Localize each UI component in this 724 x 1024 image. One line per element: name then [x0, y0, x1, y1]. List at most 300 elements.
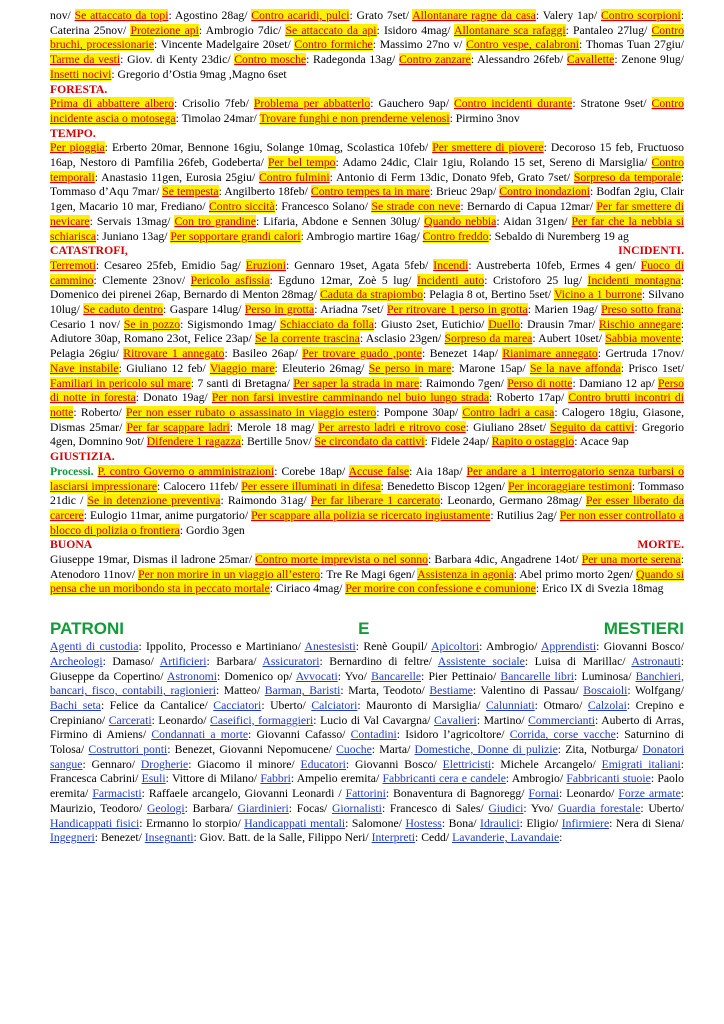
highlighted-intention: Contro inondazioni — [499, 185, 591, 199]
saint-text: : Stratone 9set/ — [572, 97, 652, 111]
profession-link[interactable]: Costruttori ponti — [88, 743, 168, 757]
profession-link[interactable]: Educatori — [300, 757, 346, 771]
giustizia-text-block — [50, 465, 684, 539]
saint-text: : Damaso/ — [102, 654, 160, 668]
saint-text: : Giov. di Kenty 23dic/ — [120, 53, 235, 67]
profession-link[interactable]: Bancarelle libri — [500, 669, 575, 683]
highlighted-intention: Contro fulmini — [258, 170, 330, 184]
highlighted-intention: Familiari in pericolo sul mare — [50, 376, 191, 390]
highlighted-intention: Eruzioni — [245, 258, 287, 272]
profession-link[interactable]: Domestiche, Donne di pulizie — [414, 743, 558, 757]
saint-text: : Domenico op/ — [217, 669, 296, 683]
saint-text: : Ambrogio/ — [505, 772, 567, 786]
highlighted-intention: Se in detenzione preventiva — [87, 494, 221, 508]
saint-text: : Brieuc 29ap/ — [429, 185, 500, 199]
profession-link[interactable]: Barman, Baristi — [264, 684, 341, 698]
intro-paragraph — [50, 9, 684, 83]
patroni-title-word-1: PATRONI — [50, 619, 124, 639]
profession-link[interactable]: Assicuratori — [262, 654, 320, 668]
buona-morte-text — [50, 553, 684, 597]
saint-text: : Crisolio 7feb/ — [173, 97, 254, 111]
catastrofi-heading-right: INCIDENTI. — [618, 244, 684, 258]
profession-link[interactable]: Elettricisti — [442, 757, 492, 771]
highlighted-intention: Per arresto ladri e ritrovo cose — [318, 420, 466, 434]
saint-text: : Merole 18 mag/ — [229, 420, 319, 434]
saint-text: : Austreberta 10feb, Ermes 4 gen/ — [468, 258, 641, 272]
saint-text: : Ippolito, Processo e Martiniano/ — [138, 640, 305, 654]
profession-link[interactable]: Emigrati italiani — [601, 757, 681, 771]
highlighted-intention: Pericolo asfissia — [190, 273, 270, 287]
profession-link[interactable]: Astronomi — [167, 669, 218, 683]
saint-text: : Lifaria, Abdone e Sennen 30lug/ — [255, 214, 425, 228]
highlighted-intention: Accuse false — [348, 464, 410, 478]
saint-text: : Valentino di Passau/ — [472, 684, 584, 698]
profession-link[interactable]: Handicappati fisici — [50, 816, 140, 830]
saint-text: : Francesco di Sales/ — [381, 801, 489, 815]
saint-text: : Raffaele arcangelo, Giovanni Leonardi / — [141, 787, 346, 801]
saint-text: : Ambrogio martire 16ag/ — [300, 229, 423, 243]
profession-link[interactable]: Agenti di custodia — [50, 640, 139, 654]
highlighted-intention: Allontanare sca rafaggi — [454, 23, 566, 37]
saint-text: : Pelagia 26giu/ — [50, 332, 684, 361]
saint-text: : Wolfgang/ — [627, 684, 685, 698]
saint-text: : Cristoforo 25 lug/ — [484, 273, 588, 287]
highlighted-intention: Insetti nocivi — [50, 67, 112, 81]
saint-text: : Vittore di Milano/ — [165, 772, 261, 786]
saint-text: : Tommaso 21dic / — [50, 479, 684, 508]
profession-link[interactable]: Cavalieri — [433, 713, 477, 727]
saint-text: : Cedd/ — [415, 831, 453, 845]
highlighted-intention: Se attaccato da api — [285, 23, 377, 37]
saint-text: : Giacomo il minore/ — [188, 757, 301, 771]
highlighted-intention: Perso di notte in foresta — [50, 376, 685, 405]
saint-text: : Giovanni Bosco/ — [596, 640, 685, 654]
saint-text: : Sigismondo 1mag/ — [180, 317, 280, 331]
profession-link[interactable]: Condannati a morte — [151, 728, 249, 742]
highlighted-intention: Contro temporali — [50, 156, 684, 184]
saint-text: : Benezet/ — [94, 831, 145, 845]
saint-text: : Radegonda 13ag/ — [306, 53, 399, 67]
saint-text: : Crepino e Crepiniano/ — [50, 698, 685, 727]
highlighted-intention: Vicino a 1 burrone — [554, 288, 642, 302]
profession-link[interactable]: Fabbri — [260, 772, 291, 786]
highlighted-intention: Per far che la nebbia si schiarisca — [50, 214, 684, 243]
profession-link[interactable]: Calzolai — [587, 698, 627, 712]
saint-text: : Anastasio 11gen, Eurosia 25giu/ — [94, 170, 259, 184]
highlighted-intention: Duello — [488, 317, 521, 331]
highlighted-intention: Contro ladri a casa — [462, 405, 555, 419]
highlighted-intention: Perso in grotta — [244, 303, 315, 317]
highlighted-intention: Terremoti — [50, 258, 96, 272]
highlighted-intention: Nave instabile — [50, 361, 119, 375]
saint-text: : Salomone/ — [345, 816, 406, 830]
saint-text: : Focas/ — [288, 801, 332, 815]
saint-text: : Zenone 9lug/ — [614, 53, 685, 67]
profession-link[interactable]: Archeologi — [50, 654, 103, 668]
saint-text: : Zita, Notburga/ — [557, 743, 643, 757]
saint-text: : Bernardo di Capua 12mar/ — [460, 200, 597, 214]
saint-text: : Pier Pettinaio/ — [421, 669, 501, 683]
saint-text: : Yvo/ — [523, 801, 558, 815]
profession-link[interactable]: Banchieri, bancari, fisco, contabili, ragionieri — [50, 669, 684, 698]
saint-text: : Vincente Madelgaire 20set/ — [153, 38, 295, 52]
saint-text: : Barbara/ — [206, 654, 263, 668]
saint-text: : Pirmino 3nov — [449, 111, 520, 125]
saint-text: : Gordio 3gen — [179, 523, 245, 537]
saint-text: : Leonardo/ — [559, 787, 619, 801]
saint-text: : Gertruda 17nov/ — [597, 347, 684, 361]
highlighted-intention: Contro acaridi, pulci — [251, 9, 350, 22]
highlighted-intention: Per scappare alla polizia se ricercato ingiustamente — [251, 508, 491, 522]
saint-text: : Ampelio eremita/ — [290, 772, 383, 786]
saint-text: : Rutilius 2ag/ — [490, 508, 560, 522]
saint-text: : Marta/ — [371, 743, 415, 757]
profession-link[interactable]: Infirmiere — [561, 816, 610, 830]
saint-text: : Yvo/ — [337, 669, 372, 683]
catastrofi-heading-left: CATASTROFI, — [50, 244, 128, 258]
saint-text: : Valery 1ap/ — [535, 9, 601, 22]
highlighted-intention: Per far scappare ladri — [126, 420, 230, 434]
saint-text: : Giuliano 12 feb/ — [118, 361, 210, 375]
saint-text: : Tommaso d’Aqu 7mar/ — [50, 170, 684, 199]
profession-link[interactable]: Lavanderie, Lavandaie — [452, 831, 560, 845]
highlighted-intention: Per non morire in un viaggio all’estero — [138, 567, 321, 581]
saint-text: : Matteo/ — [215, 684, 265, 698]
saint-text: : Marien 19ag/ — [527, 303, 602, 317]
saint-text: Giuseppe 19mar, Dismas il ladrone 25mar/ — [50, 553, 256, 567]
highlighted-intention: Per una morte serena — [581, 553, 681, 567]
highlighted-intention: Con tro grandine — [174, 214, 256, 228]
saint-text: : Drausin 7mar/ — [520, 317, 600, 331]
tempo-heading: TEMPO. — [50, 126, 96, 140]
highlighted-intention: Preso sotto frana — [601, 303, 681, 317]
highlighted-intention: Difendere 1 ragazza — [146, 435, 241, 449]
highlighted-intention: Contro bruchi, processionarie — [50, 23, 684, 52]
foresta-heading: FORESTA. — [50, 82, 108, 96]
saint-text: : Raimondo 7gen/ — [419, 376, 508, 390]
saint-text: : Pelagia 8 ot, Bertino 5set/ — [422, 288, 555, 302]
profession-link[interactable]: Apprendisti — [540, 640, 597, 654]
saint-text: : Raimondo 31ag/ — [220, 494, 311, 508]
highlighted-intention: Rapito o ostaggio — [491, 435, 575, 449]
highlighted-intention: Caduta da strapiombo — [319, 288, 423, 302]
highlighted-intention: Contro tempes ta in mare — [310, 185, 430, 199]
saint-text: : Francesca Cabrini/ — [50, 757, 684, 786]
saint-text: : Ermanno lo storpio/ — [139, 816, 245, 830]
highlighted-intention: Allontanare ragne da casa — [412, 9, 536, 22]
saint-text: : Barbara/ — [184, 801, 238, 815]
saint-text: : Bernardino di feltre/ — [319, 654, 438, 668]
highlighted-intention: Per non esser rubato o assassinato in viaggio estero — [126, 405, 377, 419]
highlighted-intention: Sorpreso da marea — [444, 332, 533, 346]
buona-heading-right: MORTE. — [637, 538, 684, 552]
highlighted-intention: Ritrovare 1 annegato — [123, 347, 225, 361]
highlighted-intention: Contro scorpioni — [600, 9, 681, 22]
saint-text: : Mauronto di Marsiglia/ — [357, 698, 486, 712]
highlighted-intention: Rischio annegare — [599, 317, 681, 331]
profession-link[interactable]: Esuli — [141, 772, 166, 786]
saint-text: : Prisco 1set/ — [620, 361, 685, 375]
highlighted-intention: Per bel tempo — [268, 156, 336, 170]
saint-text: : Leonardo, Germano 28mag/ — [440, 494, 586, 508]
saint-text: : Clemente 23nov/ — [93, 273, 191, 287]
highlighted-intention: Contro morte imprevista o nel sonno — [255, 553, 428, 567]
profession-link[interactable]: Farmacisti — [92, 787, 142, 801]
saint-text: : Gauchero 9ap/ — [370, 97, 454, 111]
profession-link[interactable]: Boscaioli — [583, 684, 628, 698]
saint-text: : Donato 19ag/ — [135, 391, 212, 405]
saint-text: : Felice da Cantalice/ — [100, 698, 214, 712]
saint-text: : Erberto 20mar, Bennone 16giu, Solange 10mag, Scolastica 10feb/ — [104, 141, 433, 155]
highlighted-intention: Se perso in mare — [368, 361, 452, 375]
saint-text: : Gregorio d’Ostia 9mag ,Magno 6set — [111, 67, 287, 81]
profession-link[interactable]: Interpreti — [371, 831, 416, 845]
saint-text: : Gennaro/ — [82, 757, 141, 771]
saint-text: : Nera di Siena/ — [609, 816, 684, 830]
profession-link[interactable]: Fabbricanti stuoie — [566, 772, 651, 786]
highlighted-intention: Sorpreso da temporale — [573, 170, 681, 184]
saint-text: : Auberto di Arras, Firmino di Amiens/ — [50, 713, 684, 742]
saint-text: : Damiano 12 ap/ — [572, 376, 659, 390]
highlighted-intention: Per esser liberato da carcere — [50, 494, 684, 522]
saint-text: : Fidele 24ap/ — [424, 435, 492, 449]
saint-text: : Renè Goupil/ — [355, 640, 432, 654]
saint-text: : Angilberto 18feb/ — [218, 185, 311, 199]
saint-text: : Lucio di Val Cavargna/ — [313, 713, 434, 727]
document-page — [50, 9, 684, 846]
highlighted-intention: Contro siccità — [208, 200, 275, 214]
highlighted-intention: Contro formiche — [294, 38, 373, 52]
profession-link[interactable]: Cacciatori — [213, 698, 262, 712]
profession-link[interactable]: Fattorini — [345, 787, 386, 801]
saint-text: : Isidoro l’agricoltore/ — [396, 728, 510, 742]
highlighted-intention: Contro vespe, calabroni — [466, 38, 579, 52]
profession-link[interactable]: Corrida, corse vacche — [509, 728, 616, 742]
highlighted-intention: Incendi — [433, 258, 469, 272]
highlighted-intention: Per far liberare 1 carcerato — [310, 494, 441, 508]
saint-text: nov/ — [50, 9, 75, 22]
profession-link[interactable]: Ingegneri — [50, 831, 95, 845]
saint-text: : Benezet 14ap/ — [421, 347, 503, 361]
saint-text: : Ambrogio 7dic/ — [198, 23, 286, 37]
profession-link[interactable]: Guardia forestale — [557, 801, 641, 815]
saint-text: : Decoroso 15 feb, Fructuoso 16ap, Nestoro di Pamfilia 26feb, Godeberta/ — [50, 141, 684, 170]
saint-text: : Ciriaco 4mag/ — [269, 582, 346, 596]
patroni-entries — [50, 640, 684, 846]
saint-text: : Michele Arcangelo/ — [491, 757, 602, 771]
saint-text: : Ambrogio/ — [479, 640, 541, 654]
profession-link[interactable]: Calunniati — [485, 698, 535, 712]
giustizia-text — [50, 465, 684, 537]
highlighted-intention: Contro incidenti durante — [453, 97, 573, 111]
highlighted-intention: Quando si pensa che un moribondo sta in peccato mortale — [50, 567, 684, 596]
saint-text: : Giuseppe da Copertino/ — [50, 654, 685, 683]
saint-text: : Corebe 18ap/ — [274, 464, 349, 478]
highlighted-intention: Se attaccato da topi — [74, 9, 169, 22]
saint-text: : Saturnino di Tolosa/ — [50, 728, 685, 757]
saint-text: : Acace 9ap — [574, 435, 629, 449]
highlighted-intention: Protezione api — [130, 23, 199, 37]
saint-text: : Francesco Solano/ — [274, 200, 372, 214]
profession-link[interactable]: Fabbricanti cera e candele — [382, 772, 506, 786]
patroni-mestieri-title — [50, 619, 684, 638]
profession-link[interactable]: Giardinieri — [237, 801, 289, 815]
highlighted-intention: Per non farsi investire camminando nel buio lungo strada — [211, 391, 490, 405]
highlighted-intention: Se tempesta — [162, 185, 219, 199]
saint-text: : Leonardo/ — [151, 713, 211, 727]
highlighted-intention: Contro brutti incontri di notte — [50, 391, 684, 419]
highlighted-intention: Se caduto dentro — [83, 303, 164, 317]
foresta-section — [50, 83, 684, 127]
saint-text: : Marone 15ap/ — [451, 361, 530, 375]
highlighted-intention: Incidenti auto — [416, 273, 485, 287]
patroni-title-word-2: E — [358, 619, 370, 639]
saint-text: : Giuliano 28set/ — [465, 420, 551, 434]
saint-text: : Servais 13mag/ — [89, 214, 175, 228]
saint-text: : Aidan 31gen/ — [496, 214, 572, 228]
profession-link[interactable]: Apicoltori — [431, 640, 480, 654]
saint-text: : Eulogio 11mar, anime purgatorio/ — [83, 508, 252, 522]
highlighted-intention: Per saper la strada in mare — [293, 376, 420, 390]
processi-label: Processi. — [50, 464, 94, 478]
saint-text: : Uberto/ — [640, 801, 685, 815]
highlighted-intention: Per trovare guado ,ponte — [302, 347, 422, 361]
highlighted-intention: Se la corrente trascina — [255, 332, 360, 346]
highlighted-intention: Rianimare annegato — [502, 347, 598, 361]
highlighted-intention: Fuoco di cammino — [50, 258, 684, 287]
saint-text: : Adiutore 30ap, Romano 23ot, Felice 23ap/ — [50, 317, 685, 346]
saint-text: : Eligio/ — [519, 816, 562, 830]
saint-text: : Giusto 2set, Eutichio/ — [373, 317, 489, 331]
saint-text: : Tre Re Magi 6gen/ — [320, 567, 418, 581]
saint-text: : Benedetto Biscop 12gen/ — [380, 479, 509, 493]
highlighted-intention: Se la nave affonda — [529, 361, 621, 375]
saint-text: : Bona/ — [441, 816, 481, 830]
saint-text: : Maurizio, Teodoro/ — [50, 787, 685, 815]
profession-link[interactable]: Fornai — [528, 787, 560, 801]
saint-text: : — [559, 831, 563, 845]
saint-text: : Barbara 4dic, Angadrene 14ot/ — [428, 553, 582, 567]
profession-link[interactable]: Caseifici, formaggieri — [210, 713, 314, 727]
saint-text: : Pompone 30ap/ — [376, 405, 463, 419]
saint-text: : Alessandro 26feb/ — [470, 53, 567, 67]
saint-text: : Martino/ — [476, 713, 529, 727]
profession-link[interactable]: Contadini — [350, 728, 397, 742]
profession-link[interactable]: Anestesisti — [304, 640, 356, 654]
profession-link[interactable]: Hostess — [405, 816, 442, 830]
profession-link[interactable]: Donatori sangue — [50, 743, 684, 771]
highlighted-intention: Trovare funghi e non prenderne velenosi — [259, 111, 450, 125]
saint-text: : Thomas Tuan 27giu/ — [578, 38, 684, 52]
highlighted-intention: Assistenza in agonia — [417, 567, 514, 581]
profession-link[interactable]: Artificieri — [159, 654, 207, 668]
profession-link[interactable]: Drogherie — [140, 757, 189, 771]
highlighted-intention: Per pioggia — [50, 141, 105, 155]
profession-link[interactable]: Avvocati — [295, 669, 338, 683]
saint-text: : Giovanni Cafasso/ — [248, 728, 351, 742]
catastrofi-heading — [50, 244, 684, 259]
profession-link[interactable]: Bestiame — [429, 684, 473, 698]
saint-text: : Bertille 5nov/ — [240, 435, 315, 449]
buona-heading-left: BUONA — [50, 538, 93, 552]
saint-text: : Luminosa/ — [574, 669, 636, 683]
saint-text: : Gennaro 19set, Agata 5feb/ — [286, 258, 434, 272]
highlighted-intention: Contro zanzare — [398, 53, 471, 67]
profession-link[interactable]: Astronauti — [631, 654, 681, 668]
saint-text: : Roberto 17ap/ — [489, 391, 569, 405]
profession-link[interactable]: Assistente sociale — [437, 654, 525, 668]
highlighted-intention: Perso di notte — [507, 376, 573, 390]
saint-text: : Eleuterio 26mag/ — [274, 361, 369, 375]
highlighted-intention: Se strade con neve — [371, 200, 461, 214]
highlighted-intention: Prima di abbattere albero — [50, 97, 174, 111]
highlighted-intention: Tarme da vesti — [50, 53, 121, 67]
saint-text: : Grato 7set/ — [349, 9, 413, 22]
profession-link[interactable]: Giudici — [488, 801, 524, 815]
profession-link[interactable]: Forze armate — [618, 787, 681, 801]
saint-text: : Aia 18ap/ — [409, 464, 467, 478]
profession-link[interactable]: Commercianti — [528, 713, 596, 727]
highlighted-intention: Problema per abbatterlo — [253, 97, 371, 111]
saint-text: : Cesario 1 nov/ — [50, 303, 685, 331]
highlighted-intention: Per essere illuminati in difesa — [241, 479, 381, 493]
profession-link[interactable]: Bachi seta — [50, 698, 101, 712]
highlighted-intention: Seguito da cattivi — [550, 420, 635, 434]
highlighted-intention: Sabbia movente — [605, 332, 681, 346]
saint-text: : Aubert 10set/ — [532, 332, 606, 346]
highlighted-intention: Per non esser controllato a blocco di polizia o frontiera — [50, 508, 685, 537]
profession-link[interactable]: Geologi — [146, 801, 185, 815]
saint-text: : Basileo 26ap/ — [224, 347, 303, 361]
saint-text: : Otmaro/ — [534, 698, 588, 712]
profession-link[interactable]: Handicappati mentali — [244, 816, 346, 830]
profession-link[interactable]: Bancarelle — [371, 669, 422, 683]
saint-text: : Gregorio 4gen, Domnino 9ot/ — [50, 420, 685, 449]
profession-link[interactable]: Insegnanti — [144, 831, 194, 845]
highlighted-intention: Per andare a 1 interrogatorio senza turbarsi o lasciarsi impressionare — [50, 464, 684, 493]
highlighted-intention: Schiacciato da folla — [279, 317, 374, 331]
saint-text: : Timolao 24mar/ — [175, 111, 260, 125]
profession-link[interactable]: Carcerati — [108, 713, 152, 727]
profession-link[interactable]: Cuoche — [336, 743, 372, 757]
saint-text: : Calocero 11feb/ — [157, 479, 242, 493]
patroni-title-word-3: MESTIERI — [603, 619, 684, 639]
highlighted-intention: Viaggio mare — [209, 361, 275, 375]
highlighted-intention: Se in pozzo — [123, 317, 181, 331]
profession-link[interactable]: Idraulici — [480, 816, 520, 830]
profession-link[interactable]: Calciatori — [311, 698, 358, 712]
highlighted-intention: Contro mosche — [234, 53, 307, 67]
saint-text: : Pantaleo 27lug/ — [565, 23, 652, 37]
giustizia-heading: GIUSTIZIA. — [50, 450, 115, 464]
saint-text: : Benezet, Giovanni Nepomucene/ — [167, 743, 337, 757]
saint-text: : Uberto/ — [261, 698, 312, 712]
tempo-section — [50, 127, 684, 245]
saint-text: : Adamo 24dic, Clair 1giu, Rolando 15 set, Sereno di Marsiglia/ — [335, 156, 652, 170]
saint-text: : Bonaventura di Bagnoregg/ — [385, 787, 529, 801]
saint-text: : Antonio di Ferm 13dic, Donato 9feb, Grato 7set/ — [329, 170, 574, 184]
saint-text: : Silvano 10lug/ — [50, 288, 684, 317]
highlighted-intention: Cavallette — [566, 53, 615, 67]
highlighted-intention: Contro incidente ascia o motosega — [50, 97, 684, 125]
saint-text: : Atenodoro 11nov/ — [50, 553, 684, 581]
profession-link[interactable]: Giornalisti — [331, 801, 382, 815]
saint-text: : Caterina 25nov/ — [50, 9, 684, 37]
saint-text: : Massimo 27no v/ — [372, 38, 467, 52]
saint-text: : Isidoro 4mag/ — [376, 23, 455, 37]
foresta-text — [50, 97, 684, 125]
highlighted-intention: Per sopportare grandi calori — [170, 229, 301, 243]
